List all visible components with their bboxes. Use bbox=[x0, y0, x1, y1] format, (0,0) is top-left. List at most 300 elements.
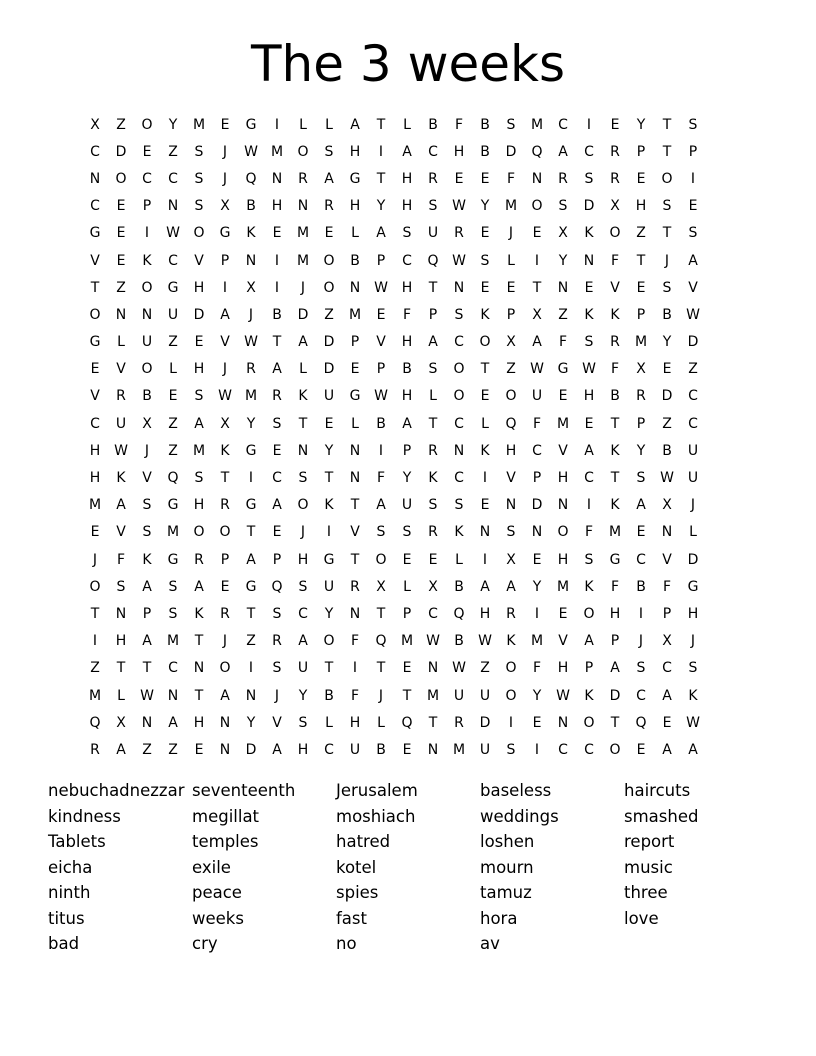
grid-letter: O bbox=[453, 388, 465, 405]
grid-letter: O bbox=[193, 524, 205, 541]
grid-letter: P bbox=[402, 605, 412, 622]
grid-letter: W bbox=[478, 633, 492, 650]
grid-letter: O bbox=[583, 714, 595, 731]
grid-letter: K bbox=[298, 388, 308, 405]
grid-letter: A bbox=[558, 143, 568, 160]
grid-letter: D bbox=[479, 714, 491, 731]
grid-letter: S bbox=[168, 578, 178, 595]
grid-letter: C bbox=[90, 143, 100, 160]
grid-letter: Y bbox=[662, 334, 672, 351]
word-column bbox=[48, 778, 192, 957]
grid-letter: Q bbox=[89, 714, 101, 731]
grid-letter: R bbox=[610, 143, 620, 160]
grid-letter: N bbox=[531, 524, 543, 541]
grid-letter: P bbox=[428, 306, 438, 323]
grid-letter: N bbox=[661, 524, 673, 541]
grid-letter: S bbox=[194, 470, 204, 487]
grid-letter: A bbox=[142, 578, 152, 595]
grid-letter: N bbox=[193, 660, 205, 677]
grid-letter: P bbox=[142, 198, 152, 215]
grid-letter: N bbox=[427, 660, 439, 677]
grid-letter: G bbox=[167, 551, 179, 568]
grid-letter: F bbox=[376, 470, 386, 487]
grid-letter: I bbox=[690, 170, 696, 187]
grid-letter: F bbox=[610, 578, 620, 595]
grid-letter: E bbox=[168, 388, 178, 405]
grid-letter: S bbox=[194, 170, 204, 187]
grid-row bbox=[82, 682, 732, 709]
grid-letter: B bbox=[480, 116, 490, 133]
grid-letter: R bbox=[272, 633, 282, 650]
grid-letter: X bbox=[506, 551, 516, 568]
grid-letter: K bbox=[480, 442, 490, 459]
grid-letter: N bbox=[505, 497, 517, 514]
word-item: Tablets bbox=[48, 832, 106, 851]
grid-letter: T bbox=[428, 415, 438, 432]
word-item: smashed bbox=[624, 806, 699, 826]
word-search-grid bbox=[82, 111, 732, 764]
grid-row bbox=[82, 356, 732, 383]
grid-letter: U bbox=[479, 741, 491, 758]
grid-letter: U bbox=[687, 470, 699, 487]
grid-letter: X bbox=[142, 415, 152, 432]
word-column bbox=[336, 778, 480, 957]
grid-letter: O bbox=[453, 361, 465, 378]
grid-letter: T bbox=[610, 415, 620, 432]
grid-letter: W bbox=[140, 687, 154, 704]
word-item: temples bbox=[192, 832, 259, 851]
grid-letter: R bbox=[428, 170, 438, 187]
grid-letter: M bbox=[192, 442, 206, 459]
grid-letter: U bbox=[531, 388, 543, 405]
grid-letter: S bbox=[324, 143, 334, 160]
grid-letter: F bbox=[610, 361, 620, 378]
grid-letter: M bbox=[608, 524, 622, 541]
grid-letter: E bbox=[480, 225, 490, 242]
grid-letter: X bbox=[662, 633, 672, 650]
grid-letter: E bbox=[480, 170, 490, 187]
grid-letter: L bbox=[325, 714, 333, 731]
word-item: titus bbox=[48, 908, 85, 928]
grid-letter: L bbox=[351, 415, 359, 432]
grid-letter: H bbox=[401, 170, 413, 187]
grid-letter: C bbox=[454, 415, 464, 432]
grid-letter: H bbox=[401, 334, 413, 351]
grid-letter: N bbox=[167, 687, 179, 704]
grid-letter: R bbox=[246, 361, 256, 378]
grid-letter: A bbox=[220, 306, 230, 323]
grid-letter: K bbox=[142, 551, 152, 568]
grid-letter: I bbox=[274, 252, 280, 269]
grid-letter: C bbox=[168, 660, 178, 677]
grid-letter: H bbox=[89, 442, 101, 459]
grid-letter: H bbox=[505, 442, 517, 459]
grid-row bbox=[82, 220, 732, 247]
grid-letter: K bbox=[584, 578, 594, 595]
grid-letter: S bbox=[376, 524, 386, 541]
grid-letter: J bbox=[664, 252, 670, 269]
grid-letter: P bbox=[220, 252, 230, 269]
grid-letter: G bbox=[245, 442, 257, 459]
grid-letter: P bbox=[220, 551, 230, 568]
word-item: av bbox=[480, 934, 500, 953]
grid-row bbox=[82, 709, 732, 736]
grid-letter: M bbox=[556, 415, 570, 432]
grid-letter: C bbox=[324, 741, 334, 758]
grid-letter: E bbox=[558, 605, 568, 622]
grid-letter: C bbox=[636, 687, 646, 704]
grid-letter: X bbox=[116, 714, 126, 731]
grid-letter: C bbox=[454, 470, 464, 487]
grid-letter: F bbox=[350, 633, 360, 650]
grid-letter: Q bbox=[427, 252, 439, 269]
grid-row bbox=[82, 628, 732, 655]
grid-letter: A bbox=[532, 334, 542, 351]
grid-letter: M bbox=[192, 116, 206, 133]
grid-letter: X bbox=[428, 578, 438, 595]
grid-letter: Z bbox=[168, 741, 178, 758]
word-item: love bbox=[624, 908, 659, 928]
grid-letter: F bbox=[402, 306, 412, 323]
grid-letter: E bbox=[116, 252, 126, 269]
grid-letter: T bbox=[480, 361, 490, 378]
grid-letter: H bbox=[687, 605, 699, 622]
grid-letter: S bbox=[428, 361, 438, 378]
grid-letter: U bbox=[323, 388, 335, 405]
grid-letter: T bbox=[246, 605, 256, 622]
grid-letter: G bbox=[89, 225, 101, 242]
grid-letter: T bbox=[324, 660, 334, 677]
grid-row bbox=[82, 410, 732, 437]
grid-row bbox=[82, 519, 732, 546]
grid-letter: L bbox=[299, 116, 307, 133]
grid-letter: J bbox=[378, 687, 384, 704]
grid-letter: K bbox=[584, 687, 594, 704]
grid-letter: Y bbox=[298, 687, 308, 704]
grid-letter: U bbox=[687, 442, 699, 459]
grid-letter: Q bbox=[401, 714, 413, 731]
grid-letter: E bbox=[350, 361, 360, 378]
grid-letter: Q bbox=[531, 143, 543, 160]
grid-letter: I bbox=[248, 470, 254, 487]
word-item: exile bbox=[192, 857, 231, 877]
grid-letter: H bbox=[557, 660, 569, 677]
word-item: Jerusalem bbox=[336, 781, 418, 800]
grid-letter: F bbox=[350, 687, 360, 704]
grid-letter: Z bbox=[324, 306, 334, 323]
grid-letter: P bbox=[636, 143, 646, 160]
grid-letter: B bbox=[402, 361, 412, 378]
grid-letter: T bbox=[90, 279, 100, 296]
grid-letter: A bbox=[688, 252, 698, 269]
grid-letter: A bbox=[194, 415, 204, 432]
grid-letter: E bbox=[402, 660, 412, 677]
grid-letter: C bbox=[142, 170, 152, 187]
grid-letter: Q bbox=[453, 605, 465, 622]
grid-letter: U bbox=[115, 415, 127, 432]
grid-letter: H bbox=[193, 497, 205, 514]
grid-letter: D bbox=[531, 497, 543, 514]
grid-letter: T bbox=[116, 660, 126, 677]
grid-letter: M bbox=[530, 633, 544, 650]
grid-letter: A bbox=[116, 741, 126, 758]
grid-letter: Y bbox=[246, 714, 256, 731]
grid-letter: W bbox=[686, 714, 700, 731]
grid-letter: C bbox=[584, 741, 594, 758]
grid-row bbox=[82, 600, 732, 627]
grid-letter: N bbox=[271, 170, 283, 187]
grid-letter: H bbox=[297, 551, 309, 568]
grid-letter: L bbox=[689, 524, 697, 541]
grid-letter: S bbox=[454, 306, 464, 323]
grid-letter: B bbox=[376, 415, 386, 432]
grid-letter: M bbox=[88, 687, 102, 704]
grid-letter: G bbox=[349, 388, 361, 405]
grid-letter: J bbox=[300, 279, 306, 296]
grid-letter: A bbox=[480, 578, 490, 595]
grid-letter: O bbox=[505, 388, 517, 405]
grid-row bbox=[82, 111, 732, 138]
grid-letter: E bbox=[610, 116, 620, 133]
grid-letter: H bbox=[193, 361, 205, 378]
grid-letter: P bbox=[506, 306, 516, 323]
word-item: cry bbox=[192, 934, 218, 953]
grid-letter: S bbox=[506, 116, 516, 133]
grid-letter: R bbox=[610, 170, 620, 187]
grid-letter: P bbox=[376, 361, 386, 378]
grid-letter: D bbox=[193, 306, 205, 323]
grid-letter: A bbox=[220, 687, 230, 704]
grid-letter: D bbox=[115, 143, 127, 160]
grid-letter: A bbox=[636, 497, 646, 514]
grid-letter: T bbox=[662, 143, 672, 160]
grid-letter: B bbox=[272, 306, 282, 323]
grid-letter: V bbox=[116, 361, 126, 378]
grid-letter: E bbox=[480, 497, 490, 514]
grid-letter: B bbox=[350, 252, 360, 269]
grid-letter: H bbox=[609, 605, 621, 622]
grid-letter: E bbox=[428, 551, 438, 568]
grid-letter: I bbox=[326, 524, 332, 541]
grid-letter: E bbox=[324, 415, 334, 432]
grid-letter: Q bbox=[635, 714, 647, 731]
grid-letter: W bbox=[452, 198, 466, 215]
grid-letter: E bbox=[480, 279, 490, 296]
grid-letter: N bbox=[349, 442, 361, 459]
grid-letter: V bbox=[142, 470, 152, 487]
grid-letter: Z bbox=[558, 306, 568, 323]
grid-letter: M bbox=[634, 334, 648, 351]
grid-letter: K bbox=[428, 470, 438, 487]
grid-letter: K bbox=[506, 633, 516, 650]
word-item: megillat bbox=[192, 806, 260, 826]
grid-letter: D bbox=[687, 551, 699, 568]
grid-letter: P bbox=[636, 306, 646, 323]
word-item: weddings bbox=[480, 806, 559, 826]
grid-letter: C bbox=[584, 143, 594, 160]
grid-letter: S bbox=[402, 225, 412, 242]
grid-letter: G bbox=[245, 578, 257, 595]
grid-letter: A bbox=[402, 415, 412, 432]
grid-letter: S bbox=[506, 741, 516, 758]
grid-letter: H bbox=[193, 714, 205, 731]
grid-letter: P bbox=[142, 605, 152, 622]
grid-letter: X bbox=[220, 198, 230, 215]
grid-letter: C bbox=[688, 388, 698, 405]
grid-letter: C bbox=[90, 198, 100, 215]
grid-letter: K bbox=[246, 225, 256, 242]
grid-row bbox=[82, 573, 732, 600]
grid-letter: N bbox=[349, 470, 361, 487]
grid-letter: E bbox=[220, 116, 230, 133]
grid-letter: C bbox=[636, 551, 646, 568]
grid-letter: N bbox=[219, 714, 231, 731]
grid-letter: Y bbox=[376, 198, 386, 215]
grid-letter: V bbox=[558, 442, 568, 459]
grid-letter: X bbox=[610, 198, 620, 215]
grid-letter: L bbox=[117, 334, 125, 351]
grid-letter: E bbox=[636, 279, 646, 296]
grid-letter: K bbox=[688, 687, 698, 704]
grid-letter: E bbox=[636, 524, 646, 541]
grid-letter: M bbox=[348, 306, 362, 323]
grid-letter: T bbox=[220, 470, 230, 487]
grid-letter: K bbox=[584, 306, 594, 323]
grid-letter: D bbox=[245, 741, 257, 758]
grid-letter: A bbox=[376, 497, 386, 514]
grid-letter: M bbox=[296, 225, 310, 242]
grid-letter: S bbox=[168, 605, 178, 622]
grid-letter: S bbox=[662, 279, 672, 296]
grid-letter: Y bbox=[246, 415, 256, 432]
grid-letter: O bbox=[89, 578, 101, 595]
grid-letter: T bbox=[610, 714, 620, 731]
grid-letter: X bbox=[636, 361, 646, 378]
grid-letter: P bbox=[350, 334, 360, 351]
grid-letter: D bbox=[323, 334, 335, 351]
grid-letter: K bbox=[610, 306, 620, 323]
grid-letter: J bbox=[638, 633, 644, 650]
grid-letter: L bbox=[481, 415, 489, 432]
grid-letter: R bbox=[636, 388, 646, 405]
word-item: seventeenth bbox=[192, 781, 296, 800]
word-list bbox=[48, 778, 768, 957]
grid-letter: H bbox=[297, 741, 309, 758]
grid-letter: M bbox=[530, 116, 544, 133]
grid-letter: I bbox=[534, 605, 540, 622]
grid-letter: A bbox=[142, 633, 152, 650]
grid-letter: N bbox=[245, 252, 257, 269]
grid-letter: Y bbox=[168, 116, 178, 133]
grid-letter: R bbox=[454, 225, 464, 242]
grid-letter: E bbox=[558, 388, 568, 405]
word-item: fast bbox=[336, 908, 367, 928]
grid-letter: N bbox=[557, 497, 569, 514]
grid-letter: K bbox=[610, 442, 620, 459]
grid-letter: N bbox=[583, 252, 595, 269]
grid-letter: Z bbox=[246, 633, 256, 650]
grid-letter: E bbox=[194, 334, 204, 351]
grid-letter: I bbox=[378, 143, 384, 160]
grid-letter: G bbox=[219, 225, 231, 242]
grid-letter: T bbox=[272, 334, 282, 351]
grid-letter: F bbox=[584, 524, 594, 541]
grid-letter: V bbox=[272, 714, 282, 731]
grid-letter: S bbox=[194, 143, 204, 160]
grid-letter: M bbox=[504, 198, 518, 215]
grid-letter: V bbox=[116, 524, 126, 541]
grid-letter: J bbox=[248, 306, 254, 323]
grid-letter: U bbox=[427, 225, 439, 242]
grid-letter: S bbox=[298, 714, 308, 731]
grid-letter: N bbox=[167, 198, 179, 215]
word-item: loshen bbox=[480, 832, 535, 851]
word-item: mourn bbox=[480, 857, 534, 877]
grid-letter: E bbox=[584, 415, 594, 432]
grid-letter: O bbox=[323, 279, 335, 296]
grid-letter: S bbox=[272, 605, 282, 622]
grid-letter: B bbox=[610, 388, 620, 405]
grid-letter: P bbox=[688, 143, 698, 160]
grid-letter: P bbox=[662, 605, 672, 622]
grid-letter: E bbox=[272, 225, 282, 242]
grid-letter: M bbox=[400, 633, 414, 650]
grid-letter: S bbox=[194, 388, 204, 405]
grid-letter: I bbox=[482, 551, 488, 568]
word-item: kotel bbox=[336, 857, 377, 877]
grid-letter: B bbox=[246, 198, 256, 215]
grid-letter: I bbox=[274, 116, 280, 133]
grid-letter: R bbox=[324, 198, 334, 215]
grid-letter: C bbox=[584, 470, 594, 487]
grid-letter: Q bbox=[271, 578, 283, 595]
grid-letter: S bbox=[428, 198, 438, 215]
grid-letter: O bbox=[609, 225, 621, 242]
grid-letter: G bbox=[609, 551, 621, 568]
grid-letter: S bbox=[142, 524, 152, 541]
grid-letter: T bbox=[350, 551, 360, 568]
grid-letter: W bbox=[556, 687, 570, 704]
grid-letter: I bbox=[482, 470, 488, 487]
grid-letter: N bbox=[349, 605, 361, 622]
grid-letter: W bbox=[374, 279, 388, 296]
grid-letter: N bbox=[531, 170, 543, 187]
grid-letter: H bbox=[115, 633, 127, 650]
grid-letter: C bbox=[662, 660, 672, 677]
grid-letter: K bbox=[142, 252, 152, 269]
grid-letter: W bbox=[244, 143, 258, 160]
grid-letter: Z bbox=[168, 334, 178, 351]
grid-letter: E bbox=[480, 388, 490, 405]
grid-letter: F bbox=[662, 578, 672, 595]
grid-letter: S bbox=[454, 497, 464, 514]
grid-letter: W bbox=[374, 388, 388, 405]
grid-letter: A bbox=[662, 741, 672, 758]
grid-letter: A bbox=[610, 660, 620, 677]
grid-letter: H bbox=[89, 470, 101, 487]
grid-letter: C bbox=[168, 170, 178, 187]
grid-letter: T bbox=[142, 660, 152, 677]
grid-letter: L bbox=[403, 116, 411, 133]
grid-letter: E bbox=[116, 225, 126, 242]
grid-letter: E bbox=[506, 279, 516, 296]
grid-letter: G bbox=[167, 279, 179, 296]
grid-letter: H bbox=[271, 198, 283, 215]
grid-letter: T bbox=[428, 714, 438, 731]
grid-letter: L bbox=[403, 578, 411, 595]
grid-letter: J bbox=[274, 687, 280, 704]
grid-letter: B bbox=[662, 306, 672, 323]
